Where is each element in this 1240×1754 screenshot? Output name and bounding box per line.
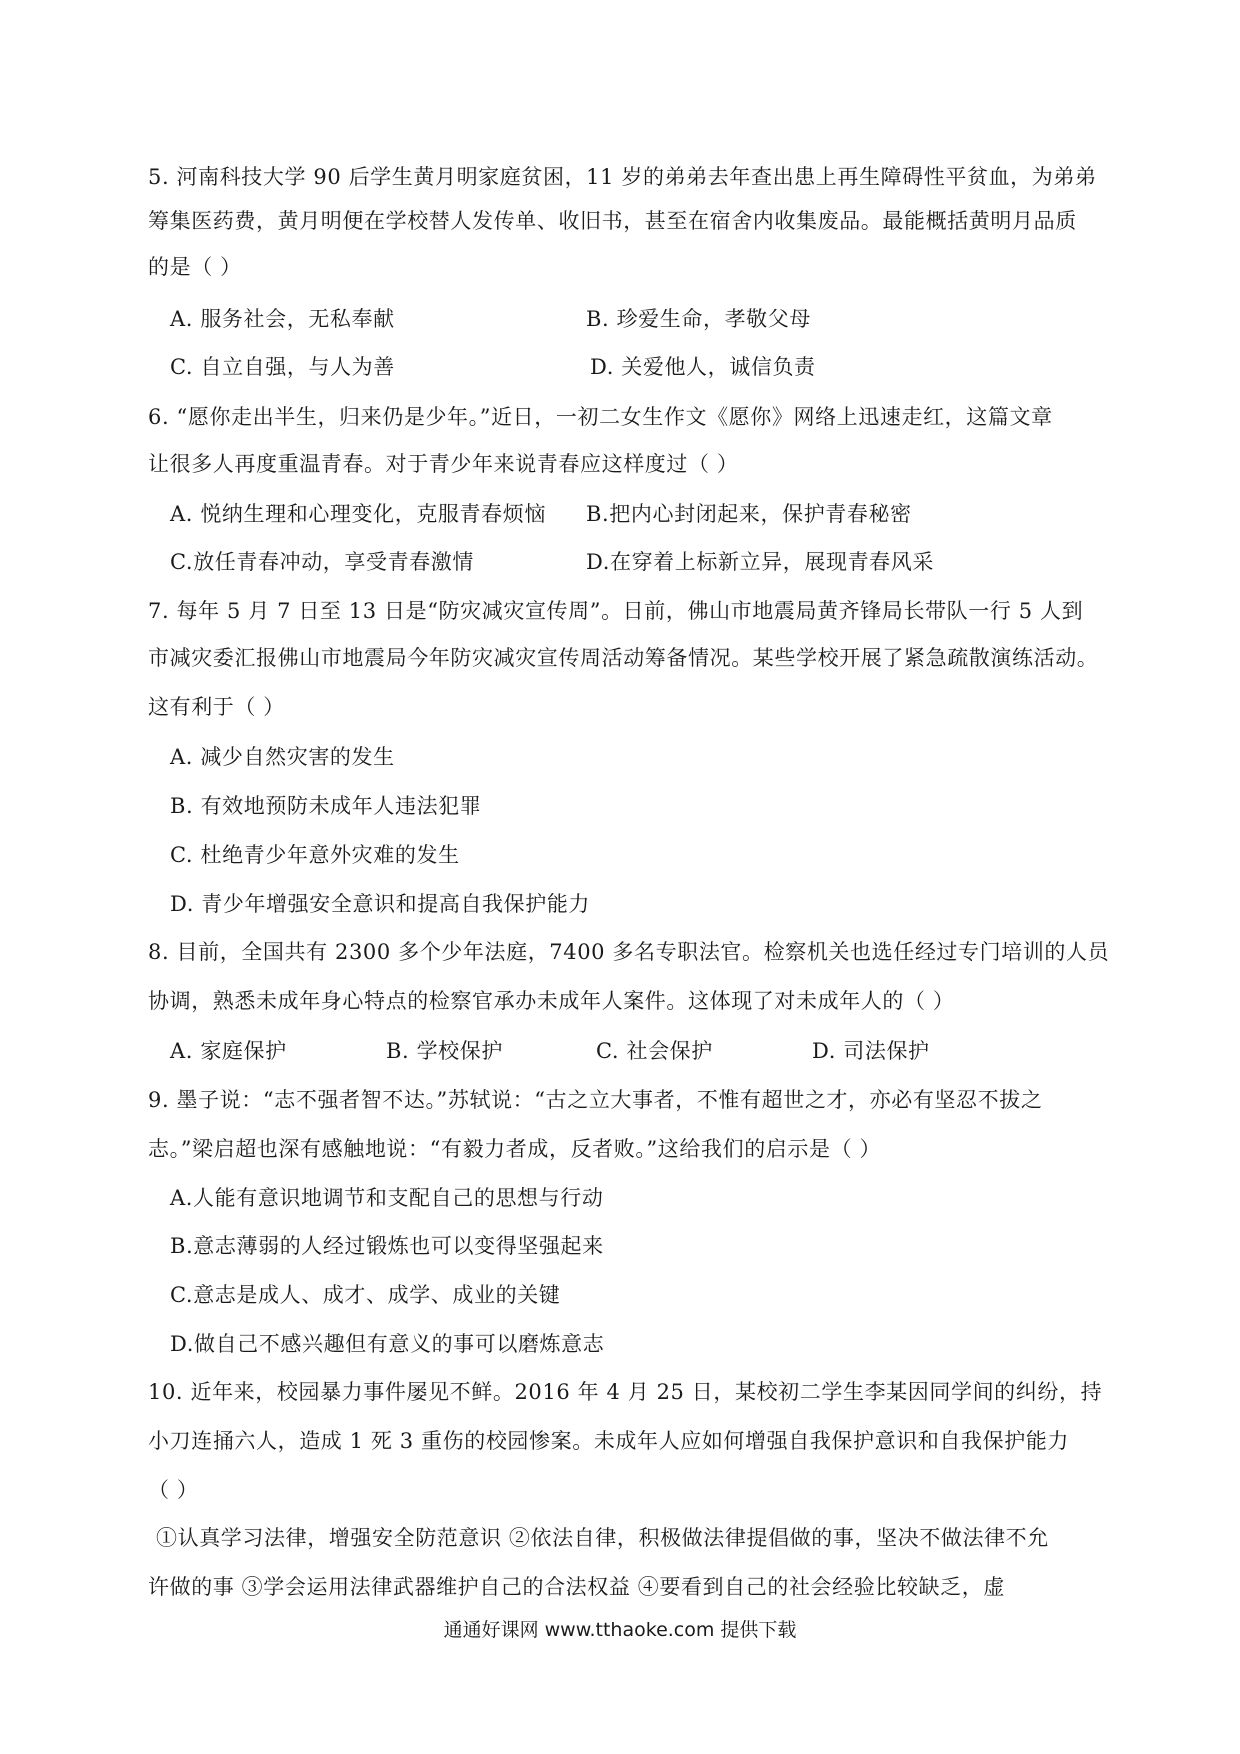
q10-line-2: 小刀连捅六人，造成 1 死 3 重伤的校园惨案。未成年人应如何增强自我保护意识和自我保护能力: [148, 1429, 1070, 1453]
q5-option-b: B. 珍爱生命，孝敬父母: [586, 307, 811, 331]
q6-option-c: C.放任青春冲动，享受青春激情: [170, 550, 474, 574]
q5-line-3: 的是（ ）: [148, 255, 242, 279]
q7-line-1: 7. 每年 5 月 7 日至 13 日是“防灾减灾宣传周”。日前，佛山市地震局黄齐锋局长带队一行 5 人到: [148, 599, 1084, 623]
q9-option-a: A.人能有意识地调节和支配自己的思想与行动: [170, 1186, 604, 1210]
q7-option-a: A. 减少自然灾害的发生: [170, 745, 395, 769]
q5-line-2: 筹集医药费，黄月明便在学校替人发传单、收旧书，甚至在宿舍内收集废品。最能概括黄明月品质: [148, 209, 1077, 233]
q9-line-2: 志。”梁启超也深有感触地说：“有毅力者成，反者败。”这给我们的启示是（ ）: [148, 1137, 882, 1161]
q8-line-2: 协调，熟悉未成年身心特点的检察官承办未成年人案件。这体现了对未成年人的（ ）: [148, 989, 955, 1013]
q10-line-4: ①认真学习法律，增强安全防范意识 ②依法自律，积极做法律提倡做的事，坚决不做法律不允: [156, 1526, 1049, 1550]
q9-option-b: B.意志薄弱的人经过锻炼也可以变得坚强起来: [170, 1234, 604, 1258]
q10-line-5: 许做的事 ③学会运用法律武器维护自己的合法权益 ④要看到自己的社会经验比较缺乏，虚: [148, 1575, 1005, 1599]
q5-option-d: D. 关爱他人，诚信负责: [590, 355, 816, 379]
q8-option-b: B. 学校保护: [386, 1039, 503, 1063]
q6-option-b: B.把内心封闭起来，保护青春秘密: [586, 502, 912, 526]
q7-line-2: 市减灾委汇报佛山市地震局今年防灾减灾宣传周活动筹备情况。某些学校开展了紧急疏散演练活动。: [148, 646, 1099, 670]
q7-option-d: D. 青少年增强安全意识和提高自我保护能力: [170, 892, 591, 916]
q8-line-1: 8. 目前，全国共有 2300 多个少年法庭，7400 多名专职法官。检察机关也选任经过专门培训的人员: [148, 940, 1110, 964]
q7-option-c: C. 杜绝青少年意外灾难的发生: [170, 843, 460, 867]
q5-option-a: A. 服务社会，无私奉献: [170, 307, 395, 331]
q7-line-3: 这有利于（ ）: [148, 695, 285, 719]
q9-option-d: D.做自己不感兴趣但有意义的事可以磨炼意志: [170, 1332, 605, 1356]
page-footer: 通通好课网 www.tthaoke.com 提供下载: [443, 1619, 797, 1641]
q9-line-1: 9. 墨子说：“志不强者智不达。”苏轼说：“古之立大事者，不惟有超世之才，亦必有坚忍不拔之: [148, 1088, 1043, 1112]
q7-option-b: B. 有效地预防未成年人违法犯罪: [170, 794, 482, 818]
q6-line-1: 6. “愿你走出半生，归来仍是少年。”近日，一初二女生作文《愿你》网络上迅速走红，这篇文章: [148, 405, 1053, 429]
q10-line-3: （ ）: [148, 1478, 199, 1502]
q8-option-d: D. 司法保护: [812, 1039, 930, 1063]
q8-option-a: A. 家庭保护: [170, 1039, 287, 1063]
q6-line-2: 让很多人再度重温青春。对于青少年来说青春应这样度过（ ）: [148, 452, 739, 476]
q6-option-a: A. 悦纳生理和心理变化，克服青春烦恼: [170, 502, 546, 526]
q10-line-1: 10. 近年来，校园暴力事件屡见不鲜。2016 年 4 月 25 日，某校初二学生李某因同学间的纠纷，持: [148, 1380, 1103, 1404]
q9-option-c: C.意志是成人、成才、成学、成业的关键: [170, 1283, 561, 1307]
q5-option-c: C. 自立自强，与人为善: [170, 355, 395, 379]
q8-option-c: C. 社会保护: [596, 1039, 713, 1063]
q5-line-1: 5. 河南科技大学 90 后学生黄月明家庭贫困，11 岁的弟弟去年查出患上再生障碍性平贫血，为弟弟: [148, 165, 1097, 189]
q6-option-d: D.在穿着上标新立异，展现青春风采: [586, 550, 934, 574]
